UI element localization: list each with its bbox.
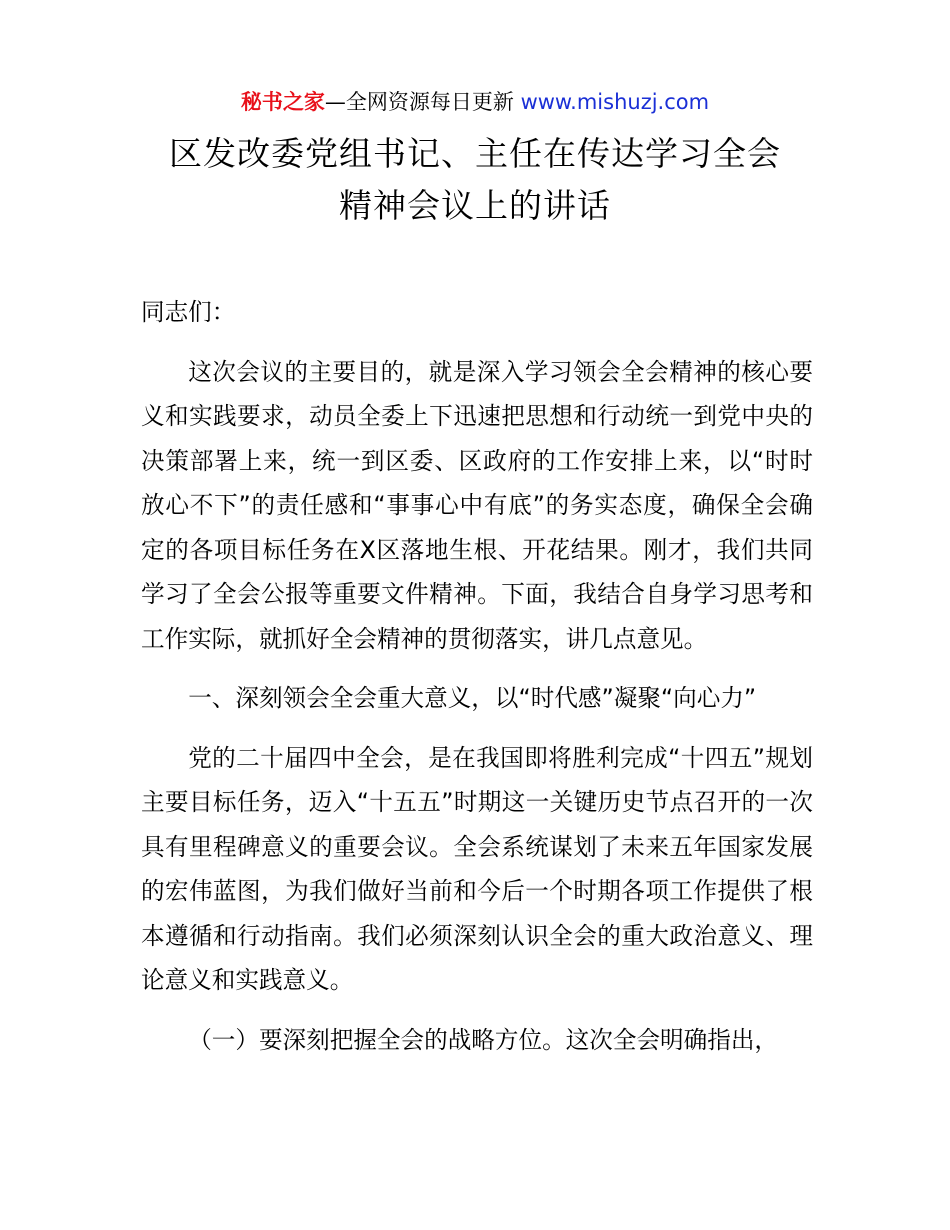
subsection-heading-1: （一）要深刻把握全会的战略方位。这次全会明确指出，	[188, 1025, 779, 1054]
paragraph-intro: 这次会议的主要目的，就是深入学习领会全会精神的核心要义和实践要求，动员全委上下迅速把思想和行动统一到党中央的决策部署上来，统一到区委、区政府的工作安排上来，以“时时放心不下”的责任感和“事事心中有底”的务实态度，确保全会确定的各项目标任务在X区落地生根、开花结果。刚才，我们共同学习了全会公报等重要文件精神。下面，我结合自身学习思考和工作实际，就抓好全会精神的贯彻落实，讲几点意见。	[141, 357, 813, 653]
paragraph-significance: 党的二十届四中全会，是在我国即将胜利完成“十四五”规划主要目标任务，迈入“十五五”时期这一关键历史节点召开的一次具有里程碑意义的重要会议。全会系统谋划了未来五年国家发展的宏伟蓝图，为我们做好当前和今后一个时期各项工作提供了根本遵循和行动指南。我们必须深刻认识全会的重大政治意义、理论意义和实践意义。	[141, 743, 813, 994]
document-body	[141, 290, 813, 1062]
title-line-2: 精神会议上的讲话	[339, 186, 611, 225]
section-heading-1: 一、深刻领会全会重大意义，以“时代感”凝聚“向心力”	[188, 684, 757, 712]
site-header	[0, 86, 950, 118]
brand-name: 秘书之家	[240, 90, 325, 114]
site-url-link[interactable]: www.mishuzj.com	[520, 90, 710, 114]
salutation: 同志们：	[141, 298, 236, 326]
header-tagline: —全网资源每日更新	[324, 90, 514, 114]
document-title	[0, 128, 950, 232]
title-line-1: 区发改委党组书记、主任在传达学习全会	[169, 134, 781, 173]
